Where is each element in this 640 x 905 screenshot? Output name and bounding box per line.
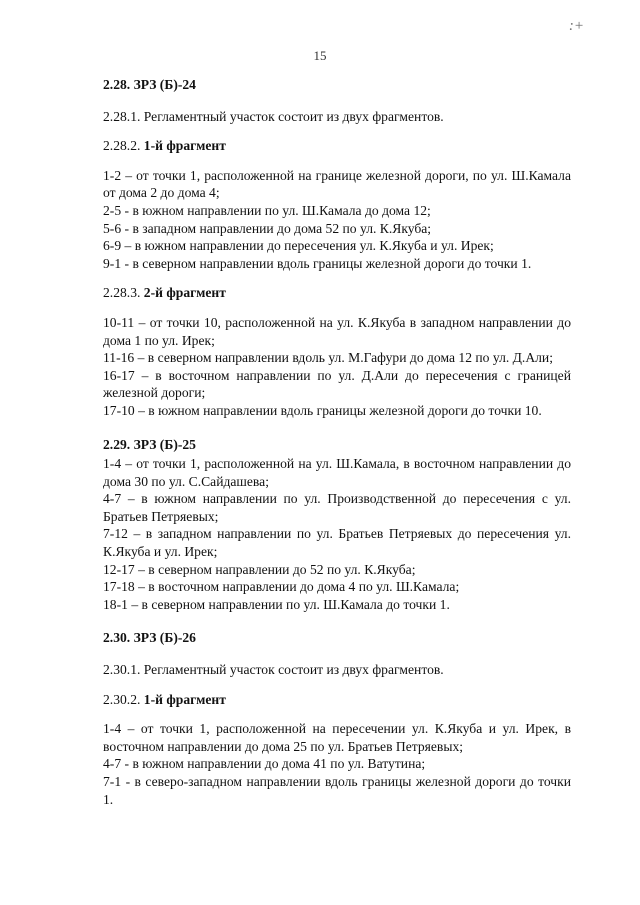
fragment-number: 2.30.2. <box>103 691 141 707</box>
boundary-line: 6-9 – в южном направлении до пересечения ул. К.Якуба и ул. Ирек; <box>103 238 494 254</box>
boundary-line: 9-1 - в северном направлении вдоль границы железной дороги до точки 1. <box>103 255 532 271</box>
fragment-label: 1-й фрагмент <box>143 691 226 707</box>
boundary-line: 1-4 – от точки 1, расположенной на пересечении ул. К.Якуба и ул. Ирек, в восточном направлении до дома 25 по ул. Братьев Петряевых; <box>103 721 571 754</box>
page-number: 15 <box>313 48 327 63</box>
fragment-label: 2-й фрагмент <box>143 285 226 301</box>
boundary-line: 11-16 – в северном направлении вдоль ул. М.Гафури до дома 12 по ул. Д.Али; <box>103 350 553 366</box>
boundary-line: 17-10 – в южном направлении вдоль границы железной дороги до точки 10. <box>103 402 542 418</box>
document-body <box>103 76 571 820</box>
fragment-heading-2-28-2 <box>103 137 571 155</box>
section-heading-2-29: 2.29. ЗРЗ (Б)-25 <box>103 436 196 452</box>
fragment-heading-2-28-3 <box>103 284 571 302</box>
boundary-line: 4-7 - в южном направлении до дома 41 по ул. Ватутина; <box>103 756 426 772</box>
fragment-boundary-list <box>103 314 571 420</box>
section-boundary-list <box>103 455 571 613</box>
paragraph-2-28-1: 2.28.1. Регламентный участок состоит из двух фрагментов. <box>103 108 444 124</box>
fragment-number: 2.28.3. <box>103 285 141 301</box>
boundary-line: 12-17 – в северном направлении до 52 по ул. К.Якуба; <box>103 561 416 577</box>
section-heading-2-28: 2.28. ЗРЗ (Б)-24 <box>103 77 196 92</box>
boundary-line: 16-17 – в восточном направлении по ул. Д.Али до пересечения с границей железной дороги; <box>103 367 571 401</box>
fragment-boundary-list <box>103 167 571 273</box>
boundary-line: 4-7 – в южном направлении по ул. Производственной до пересечения с ул. Братьев Петряевых; <box>103 491 571 524</box>
boundary-line: 1-2 – от точки 1, расположенной на границе железной дороги, по ул. Ш.Камала от дома 2 до дома 4; <box>103 167 571 201</box>
boundary-line: 1-4 – от точки 1, расположенной на ул. Ш.Камала, в восточном направлении до дома 30 по ул. С.Сайдашева; <box>103 456 571 489</box>
boundary-line: 7-1 - в северо-западном направлении вдоль границы железной дороги до точки 1. <box>103 774 571 807</box>
fragment-number: 2.28.2. <box>103 138 141 154</box>
handwritten-page-mark: :+ <box>568 18 584 34</box>
fragment-boundary-list <box>103 720 571 808</box>
section-heading-2-30: 2.30. ЗРЗ (Б)-26 <box>103 630 196 646</box>
boundary-line: 17-18 – в восточном направлении до дома 4 по ул. Ш.Камала; <box>103 579 460 595</box>
fragment-heading-2-30-2 <box>103 691 571 709</box>
boundary-line: 7-12 – в западном направлении по ул. Братьев Петряевых до пересечения ул. К.Якуба и ул. Ирек; <box>103 526 571 560</box>
boundary-line: 18-1 – в северном направлении по ул. Ш.Камала до точки 1. <box>103 596 450 612</box>
boundary-line: 5-6 - в западном направлении до дома 52 по ул. К.Якуба; <box>103 220 432 236</box>
boundary-line: 2-5 - в южном направлении по ул. Ш.Камала до дома 12; <box>103 202 431 218</box>
fragment-label: 1-й фрагмент <box>143 138 226 154</box>
boundary-line: 10-11 – от точки 10, расположенной на ул. К.Якуба в западном направлении до дома 1 по ул. Ирек; <box>103 314 571 348</box>
paragraph-2-30-1: 2.30.1. Регламентный участок состоит из двух фрагментов. <box>103 662 444 678</box>
